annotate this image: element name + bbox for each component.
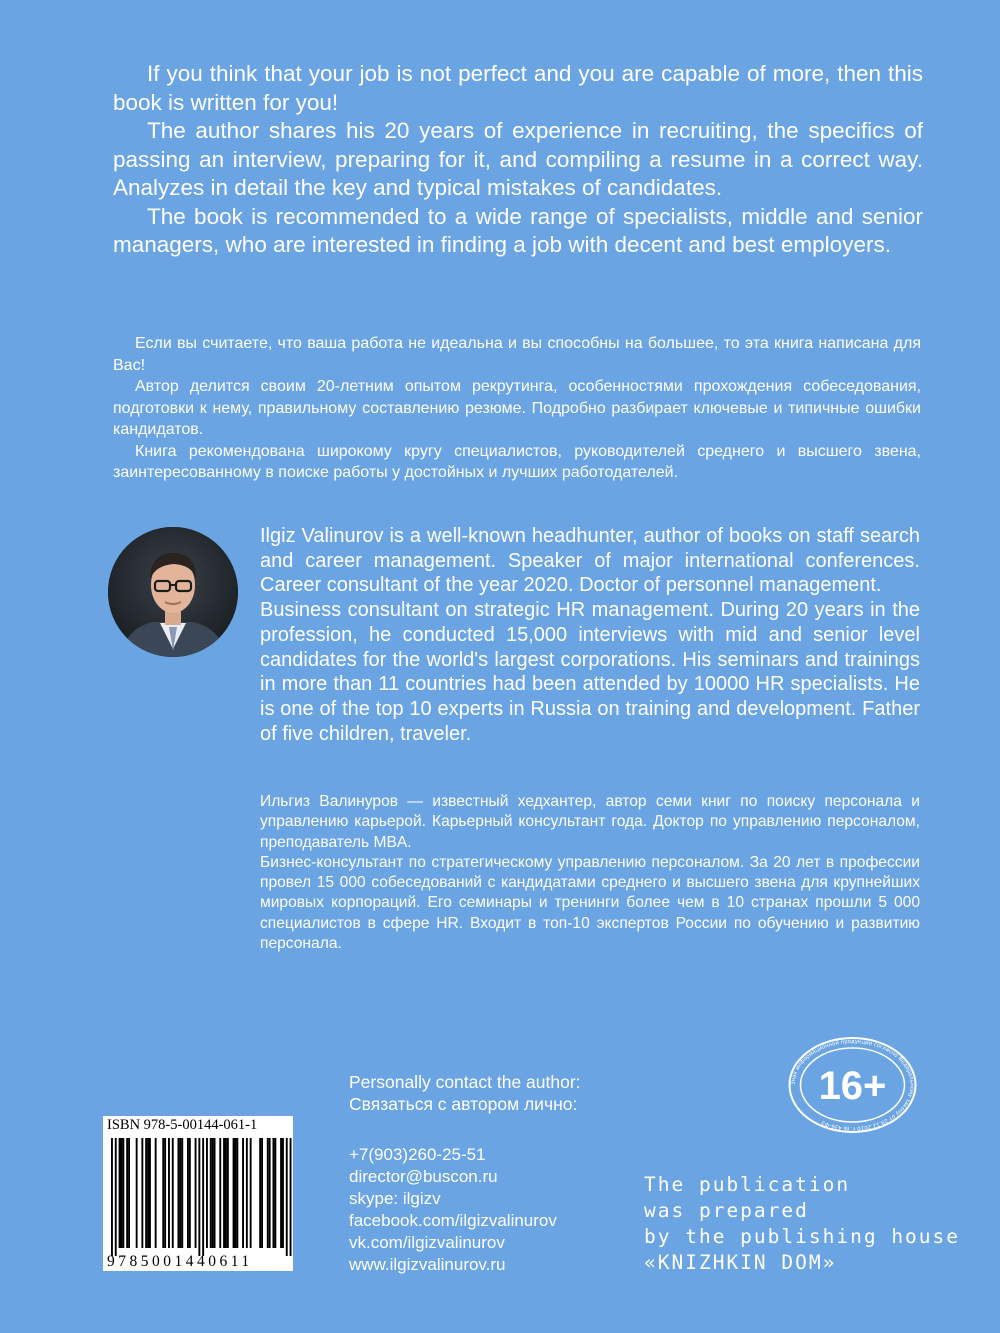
barcode-bar <box>115 1138 117 1256</box>
barcode-bar <box>250 1138 252 1248</box>
barcode-bar <box>164 1138 166 1248</box>
barcode-bar <box>261 1138 263 1248</box>
barcode-bar <box>147 1138 149 1248</box>
barcode-bar <box>236 1138 238 1248</box>
barcode-bar <box>269 1138 271 1248</box>
author-bio-english <box>260 524 920 746</box>
barcode-bar <box>198 1138 200 1256</box>
barcode-bar <box>282 1138 284 1248</box>
barcode-bar <box>259 1138 261 1248</box>
barcode-bar <box>162 1138 164 1248</box>
description-ru-paragraph: Книга рекомендована широкому кругу специалистов, руководителей среднего и высшего звена, заинтересованному в поиске работы у достойных и лучших работодателей. <box>113 442 921 481</box>
barcode-bars <box>103 1116 293 1271</box>
author-portrait-image <box>108 527 238 657</box>
barcode-bar <box>206 1138 208 1248</box>
barcode-bar <box>202 1138 204 1256</box>
author-bio-en-paragraph: Ilgiz Valinurov is a well-known headhunter, author of books on staff search and career management. Speaker of major international conferences. Career consultant of the year 2020. Doctor of personnel management. <box>260 525 920 597</box>
author-bio-ru-paragraph: Бизнес-консультант по стратегическому управлению персоналом. За 20 лет в профессии провел 15 000 собеседований с кандидатами среднего и высшего звена для крупнейших мировых корпораций. Его семинары и тренинги более чем в 10 странах прошли 5 000 специалистов в сфере HR. Входит в топ-10 экспертов России по обучению и развитию персонала. <box>260 853 920 953</box>
barcode-bar <box>149 1138 151 1248</box>
description-en-paragraph: If you think that your job is not perfect and you are capable of more, then this book is written for you! <box>113 61 923 115</box>
barcode-bar <box>233 1138 235 1248</box>
contact-vk: vk.com/ilgizvalinurov <box>349 1233 505 1252</box>
barcode-bar <box>219 1138 221 1248</box>
barcode-bar <box>223 1138 225 1248</box>
barcode-bar <box>242 1138 244 1248</box>
description-en-paragraph: The book is recommended to a wide range of specialists, middle and senior managers, who are interested in finding a job with decent and best employers. <box>113 203 923 257</box>
barcode-bar <box>111 1138 113 1256</box>
contact-website: www.ilgizvalinurov.ru <box>349 1255 506 1274</box>
publisher-note <box>644 1172 960 1276</box>
publisher-line: The publication <box>644 1173 851 1196</box>
barcode-bar <box>246 1138 248 1248</box>
barcode-bar <box>122 1138 124 1248</box>
barcode-bar <box>212 1138 214 1248</box>
description-ru-paragraph: Автор делится своим 20-летним опытом рекрутинга, особенностями прохождения собеседования, подготовки к нему, правильному составлению резюме. Подробно разбирает ключевые и типичные ошибки кандидатов. <box>113 378 921 438</box>
barcode-bar <box>179 1138 181 1248</box>
barcode-bar <box>141 1138 143 1248</box>
contact-heading <box>349 1071 581 1115</box>
isbn-barcode <box>103 1116 293 1271</box>
author-photo <box>108 527 238 657</box>
contact-facebook: facebook.com/ilgizvalinurov <box>349 1211 557 1230</box>
barcode-bar <box>225 1138 227 1248</box>
barcode-bar <box>210 1138 212 1248</box>
isbn-label: ISBN 978-5-00144-061-1 <box>107 1117 258 1133</box>
barcode-bar <box>136 1138 138 1248</box>
barcode-bar <box>195 1138 197 1248</box>
contact-heading-en: Personally contact the author: <box>349 1072 581 1092</box>
barcode-bar <box>187 1138 189 1248</box>
barcode-bar <box>280 1138 282 1248</box>
barcode-bar <box>178 1138 180 1248</box>
contact-skype: skype: ilgizv <box>349 1189 441 1208</box>
barcode-bar <box>214 1138 216 1248</box>
description-en-paragraph: The author shares his 20 years of experience in recruiting, the specifics of passing an interview, preparing for it, and compiling a resume in a correct way. Analyzes in detail the key and typical mistakes of candidates. <box>113 118 923 200</box>
author-bio-en-paragraph: Business consultant on strategic HR management. During 20 years in the profession, he conducted 15,000 interviews with mid and senior level candidates for the world's largest corporations. His seminars and trainings in more than 11 countries had been attended by 10000 HR specialists. He is one of the top 10 experts in Russia on training and development. Father of five children, traveler. <box>260 599 920 745</box>
contact-list <box>349 1144 557 1276</box>
barcode-bar <box>168 1138 170 1248</box>
publisher-line: by the publishing house <box>644 1225 961 1248</box>
publisher-line: was prepared <box>644 1199 809 1222</box>
contact-phone: +7(903)260-25-51 <box>349 1145 486 1164</box>
barcode-bar <box>155 1138 157 1248</box>
isbn-number: 9785001440611 <box>107 1253 253 1270</box>
barcode-bar <box>128 1138 130 1248</box>
barcode-bar <box>267 1138 269 1248</box>
barcode-bar <box>181 1138 183 1248</box>
barcode-bar <box>119 1138 121 1248</box>
barcode-bar <box>274 1138 276 1248</box>
description-ru-paragraph: Если вы считаете, что ваша работа не идеальна и вы способны на большее, то эта книга написана для Вас! <box>113 335 921 374</box>
barcode-bar <box>189 1138 191 1248</box>
author-bio-russian <box>260 792 920 954</box>
description-english <box>113 60 923 260</box>
description-russian <box>113 333 921 484</box>
age-rating-seal <box>785 1035 920 1135</box>
barcode-bar <box>286 1138 288 1256</box>
barcode-bar <box>235 1138 237 1248</box>
barcode-bar <box>172 1138 174 1248</box>
author-bio-ru-paragraph: Ильгиз Валинуров — известный хедхантер, автор семи книг по поиску персонала и управлению карьерой. Карьерный консультант года. Доктор по управлению персоналом, преподаватель MBA. <box>260 793 920 851</box>
barcode-bar <box>273 1138 275 1248</box>
publisher-line: «KNIZHKIN DOM» <box>644 1251 837 1274</box>
barcode-bar <box>126 1138 128 1248</box>
contact-email: director@buscon.ru <box>349 1167 498 1186</box>
barcode-bar <box>227 1138 229 1248</box>
age-rating-value: 16+ <box>818 1064 887 1108</box>
barcode-bar <box>290 1138 292 1256</box>
barcode-bar <box>121 1138 123 1248</box>
age-seal-text: Знак информационной продукции согласно Федеральному закону от 29.12.2010 г. № 436-ФЗ <box>790 1038 915 1132</box>
barcode-bar <box>145 1138 147 1248</box>
contact-heading-ru: Связаться с автором лично: <box>349 1094 578 1114</box>
